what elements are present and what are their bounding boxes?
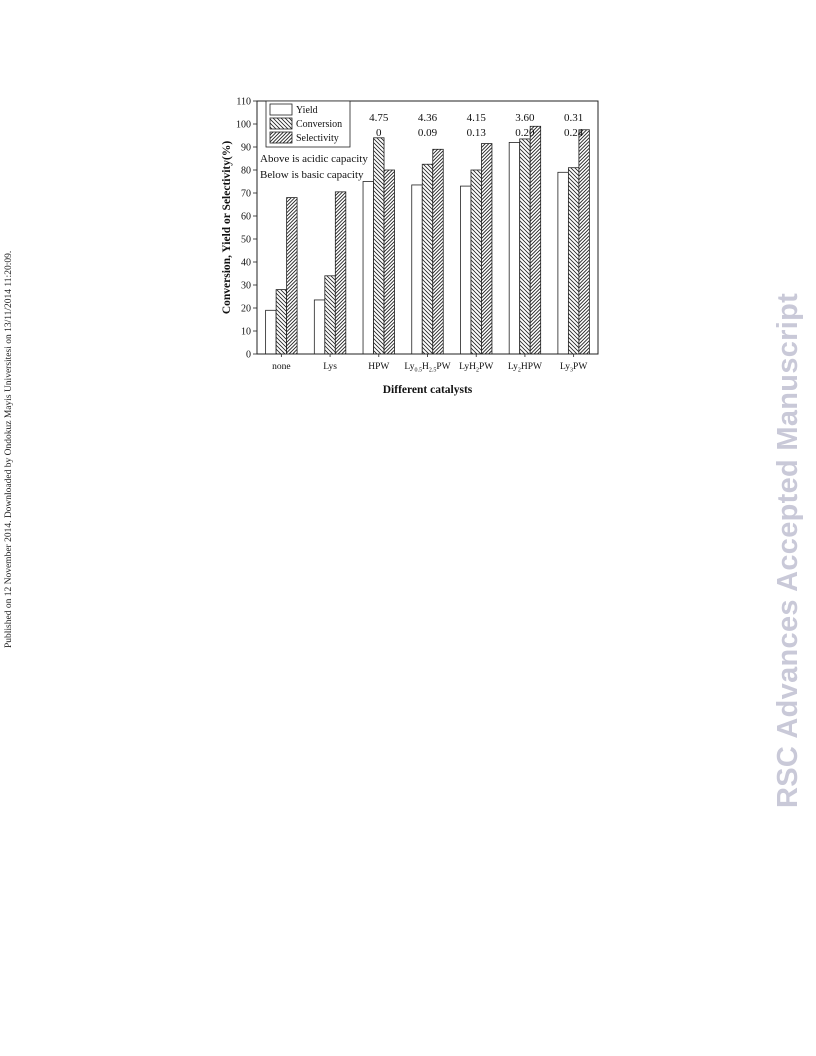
basic-capacity-label: 0.20 (515, 127, 535, 139)
y-tick-label: 70 (241, 188, 251, 200)
bar-conversion (374, 138, 385, 354)
bar-selectivity (335, 192, 346, 354)
y-tick-label: 90 (241, 142, 251, 154)
y-tick-label: 0 (246, 349, 251, 361)
bar-yield (460, 186, 471, 354)
x-tick-label: $Ly_{0.5}H_{2.5}PW$ (404, 362, 451, 374)
bar-selectivity (287, 198, 298, 354)
bar-conversion (422, 164, 433, 354)
bar-yield (314, 300, 325, 354)
basic-capacity-label: 0 (376, 127, 382, 139)
bar-conversion (520, 139, 531, 354)
x-tick-label: $Ly_3PW$ (560, 362, 588, 374)
y-tick-label: 100 (236, 119, 251, 131)
bar-selectivity (530, 126, 541, 354)
bar-yield (266, 310, 277, 354)
legend-label-conversion: Conversion (296, 119, 343, 130)
legend-swatch-selectivity (270, 132, 292, 143)
bar-conversion (276, 290, 287, 354)
x-tick-label: none (272, 362, 291, 372)
x-tick-label: LyH$_2$PW (459, 362, 494, 374)
basic-capacity-label: 0.13 (466, 127, 486, 139)
legend-swatch-conversion (270, 118, 292, 129)
legend-swatch-yield (270, 104, 292, 115)
acidic-capacity-label: 4.75 (369, 112, 389, 124)
bar-selectivity (481, 144, 492, 354)
bar-conversion (471, 170, 482, 354)
publication-note: Published on 12 November 2014. Downloaded by Ondokuz Mayis Universitesi on 13/11/2014 11:20:09. (4, 250, 14, 648)
x-tick-label: $Ly_2HPW$ (507, 362, 543, 374)
bar-selectivity (433, 149, 444, 354)
bar-conversion (325, 276, 336, 354)
x-tick-label: Lys (323, 362, 337, 372)
capacity-note-line: Above is acidic capacity (260, 153, 368, 165)
legend-label-selectivity: Selectivity (296, 133, 339, 144)
bar-selectivity (579, 130, 590, 354)
y-tick-label: 80 (241, 165, 251, 177)
basic-capacity-label: 0.09 (417, 127, 438, 139)
bar-yield (363, 182, 374, 355)
y-tick-label: 40 (241, 257, 251, 269)
acidic-capacity-label: 3.60 (515, 112, 535, 124)
manuscript-watermark: RSC Advances Accepted Manuscript (772, 292, 804, 808)
bar-chart (215, 92, 607, 402)
y-axis-title: Conversion, Yield or Selectivity(%) (221, 140, 233, 315)
acidic-capacity-label: 4.36 (417, 112, 438, 124)
capacity-note-line: Below is basic capacity (260, 169, 364, 181)
y-tick-label: 50 (241, 234, 251, 246)
x-tick-label: HPW (368, 362, 390, 372)
bar-yield (412, 185, 423, 354)
basic-capacity-label: 0.24 (564, 127, 584, 139)
y-tick-label: 30 (241, 280, 251, 292)
bar-conversion (568, 168, 579, 354)
y-tick-label: 110 (236, 96, 251, 108)
bar-selectivity (384, 170, 395, 354)
legend-label-yield: Yield (296, 105, 318, 116)
bar-yield (558, 172, 569, 354)
y-tick-label: 10 (241, 326, 251, 338)
x-axis-title: Different catalysts (382, 384, 473, 396)
y-tick-label: 20 (241, 303, 251, 315)
acidic-capacity-label: 4.15 (466, 112, 486, 124)
acidic-capacity-label: 0.31 (564, 112, 584, 124)
y-tick-label: 60 (241, 211, 251, 223)
bar-yield (509, 142, 520, 354)
